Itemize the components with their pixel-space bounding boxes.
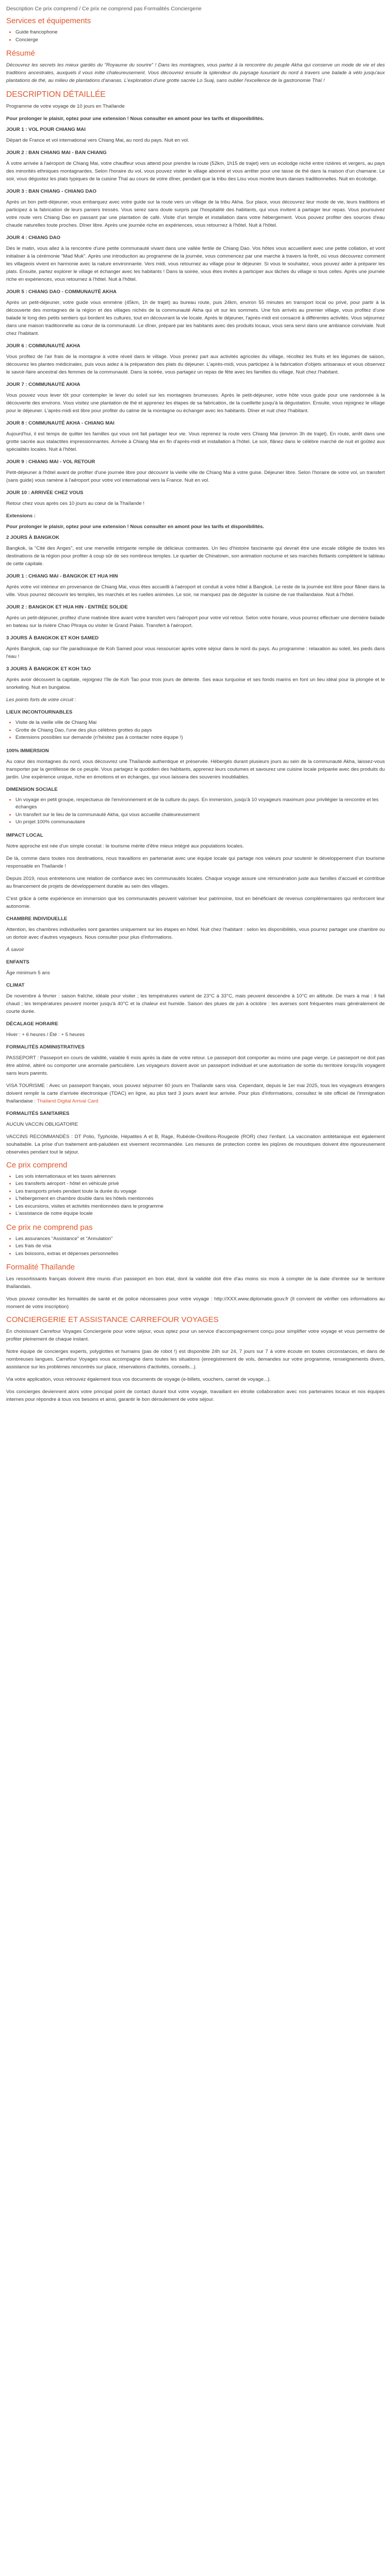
list-item: • Les transports privés pendant toute la durée du voyage bbox=[15, 1188, 385, 1196]
single-room-text: Attention, les chambres individuelles sont garanties uniquement sur les étapes en hôtel. Nuit chez l'habitant : selon les disponibilités, vous pourrez partager une chambre ou un dortoir avec d'autres voyageurs. Nous consulter pour plus d'informations. bbox=[6, 926, 385, 940]
day-title: JOUR 3 : BAN CHIANG - CHIANG DAO bbox=[6, 189, 96, 194]
list-item: • Les excursions, visites et activités mentionnées dans le programme bbox=[15, 1203, 385, 1211]
formalities-title: FORMALITÉS ADMINISTRATIVES bbox=[6, 1044, 85, 1050]
extensions-title: Extensions : bbox=[6, 513, 36, 519]
timezone-title: DÉCALAGE HORAIRE bbox=[6, 1021, 58, 1027]
social-list bbox=[6, 796, 385, 826]
list-item: • Un projet 100% communautaire bbox=[15, 819, 385, 826]
detail-title: DESCRIPTION DÉTAILLÉE bbox=[6, 90, 106, 99]
day-text: Après un petit-déjeuner, votre guide vous emmène (45km, 1h de trajet) au bureau route, puis 24km, environ 55 minutes en transport local ou privé, pour partir à la découverte des montagnes de la région et des villages nichés de la communauté Akha qui vit sur les sommets. Une fois arrivés au premier village, vous profitez d'une balade le long des petits sentiers qui bordent les cultures, tout en découvrant la vie locale. Après le déjeuner, l'après-midi est consacré à différentes activités. Vous séjournez dans une maison traditionnelle au cœur de la communauté. Le dîner, préparé par les habitants avec des produits locaux, vous sera servi dans une ambiance conviviale. Nuit chez l'habitant. bbox=[6, 300, 385, 336]
day-text: Retour chez vous après ces 10 jours au cœur de la Thaïlande ! bbox=[6, 501, 145, 506]
list-item: • Les assurances "Assistance" et "Annulation" bbox=[15, 1235, 385, 1243]
breadcrumb[interactable]: Description Ce prix comprend / Ce prix ne comprend pas Formalités Conciergerie bbox=[6, 6, 202, 12]
vaccine-text: VACCINS RECOMMANDÉS : DT Polio, Typhoïde, Hépatites A et B, Rage, Rubéole-Oreillons-Rougeole (ROR) chez l'enfant. La vaccination antitétanique est également souhaitable. La prise d'un traitement anti-paludéen est vivement recommandée. Les mesures de protection contre les piqûres de moustiques doivent être rigoureusement observées pendant tout le séjour. bbox=[6, 1133, 385, 1155]
extension-step-text: Après un petit-déjeuner, profitez d'une matinée libre avant votre transfert vers l'aéroport pour votre vol retour. Selon votre horaire, vous pourrez effectuer une dernière balade en bateau sur la rivière Chao Phraya ou visiter le Grand Palais. Transfert à l'aéroport. bbox=[6, 615, 385, 629]
day-title: JOUR 2 : BAN CHIANG MAI - BAN CHIANG bbox=[6, 150, 107, 156]
list-item: • Concierge bbox=[15, 37, 385, 44]
formalities-text: PASSEPORT : Passeport en cours de validité, valable 6 mois après la date de votre retour. Le passeport doit comporter au moins une page vierge. Le passeport ne doit pas être abîmé, altéré ou comporter une anomalie particulière. Les voyageurs doivent avoir un passeport individuel et une autorisation de sortie du territoire lorsqu'ils voyagent sans leurs parents. bbox=[6, 1055, 385, 1076]
list-item: • Les transferts aéroport - hôtel en véhicule privé bbox=[15, 1180, 385, 1188]
list-item: • Extensions possibles sur demande (n'hésitez pas à contacter notre équipe !) bbox=[15, 734, 385, 742]
concierge-text: Notre équipe de concierges experts, polyglottes et humains (pas de robot !) est disponible 24h sur 24, 7 jours sur 7 à votre écoute en toutes circonstances, et dans de nombreuses langues. Carrefour Voyages vous accompagne dans toutes les situations (enregistrement de vols, demandes sur votre programme, renseignements divers, assistance sur les problèmes rencontrés sur place, réservations d'activités, conseils...). bbox=[6, 1349, 385, 1370]
extension-text: Bangkok, la "Cité des Anges", est une merveille intrigante remplie de délicieux contrastes. Un lieu d'histoire fascinante qui devrait être une escale obligée de toutes les destinations de la région pour profiter à coup sûr de ses nombreux temples. Le quartier de Chinatown, son animation nocturne et ses marchés flottants complètent le tableau de cette capitale. bbox=[6, 546, 385, 567]
day-title: JOUR 1 : VOL POUR CHIANG MAI bbox=[6, 127, 86, 132]
services-list bbox=[6, 29, 385, 44]
thailand-formalities-text: Les ressortissants français doivent être munis d'un passeport en bon état, dont la validité doit être d'au moins six mois à compter de la date d'entrée sur le territoire thaïlandais. bbox=[6, 1276, 385, 1290]
extensions-lead: Pour prolonger le plaisir, optez pour une extension ! Nous consulter en amont pour les tarifs et disponibilités. bbox=[6, 524, 265, 530]
impact-text: C'est grâce à cette expérience en immersion que les communautés peuvent valoriser leur patrimoine, tout en bénéficiant de revenus complémentaires qui renforcent leur autonomie. bbox=[6, 895, 385, 909]
tdac-link[interactable]: Thailand Digital Arrival Card bbox=[37, 1098, 99, 1104]
extension-step-text: Après Bangkok, cap sur l'île paradisiaque de Koh Samed pour vous ressourcer après votre séjour dans le nord du pays. Au programme : relaxation au soleil, les pieds dans l'eau ! bbox=[6, 646, 385, 659]
sanitary-text: AUCUN VACCIN OBLIGATOIRE bbox=[6, 1121, 78, 1127]
included-list bbox=[6, 1173, 385, 1218]
day-title: JOUR 5 : CHIANG DAO - COMMUNAUTÉ AKHA bbox=[6, 289, 117, 295]
thailand-formalities-text: Vous pouvez consulter les formalités de santé et de police nécessaires pour votre voyage : http://XXX.www.diplomatie.gouv.fr (Il convient de vérifier ces informations au moment de votre inscription) bbox=[6, 1296, 385, 1310]
list-item: • Les boissons, extras et dépenses personnelles bbox=[15, 1250, 385, 1258]
day-title: JOUR 7 : COMMUNAUTÉ AKHA bbox=[6, 382, 80, 387]
list-item: • Un transfert sur le lieu de la communauté Akha, qui vous accueille chaleureusement bbox=[15, 811, 385, 819]
day-text: À votre arrivée à l'aéroport de Chiang Mai, votre chauffeur vous attend pour prendre la route (52km, 1h15 de trajet) vers un ecolodge niché entre rizières et vergers, au pays des minorités ethniques montagnardes. Selon l'horaire du vol, vous pouvez visiter le village abonné et vous arrêter pour une tasse de thé dans la maison d'un chamane. Le soir, vous dégustez les plats typiques de la cuisine Thaï au cours de votre dîner, pendant que la tribu des Lisu vous montre leurs danses traditionnelles. Nuit en écolodge. bbox=[6, 161, 385, 182]
highlights-title: LIEUX INCONTOURNABLES bbox=[6, 709, 73, 715]
list-item: • Grotte de Chiang Dao, l'une des plus célèbres grottes du pays bbox=[15, 727, 385, 735]
extension-step-text: Après avoir découvert la capitale, rejoignez l'île de Koh Tao pour trois jours de détente. Ses eaux turquoise et ses fonds marins en font un lieu idéal pour la plongée et le snorkeling. Nuit en bungalow. bbox=[6, 677, 385, 690]
sanitary-title: FORMALITÉS SANITAIRES bbox=[6, 1110, 70, 1116]
list-item: • Les vols internationaux et les taxes aériennes bbox=[15, 1173, 385, 1181]
extension-note: Les points forts de votre circuit : bbox=[6, 697, 76, 703]
concierge-title: CONCIERGERIE ET ASSISTANCE CARREFOUR VOYAGES bbox=[6, 1315, 219, 1324]
list-item: • Un voyage en petit groupe, respectueux de l'environnement et de la culture du pays. En immersion, jusqu'à 10 voyageurs maximum pour privilégier la rencontre et les échanges bbox=[15, 796, 385, 811]
day-text: Aujourd'hui, il est temps de quitter les familles qui vous ont fait partager leur vie. Vous reprenez la route vers Chiang Mai (environ 3h de trajet). En route, arrêt dans une grotte sacrée aux stalactites impressionnantes. Arrivée à Chiang Mai en fin d'après-midi et installation à l'hôtel. Le soir, flânez dans le célèbre marché de nuit et goûtez aux spécialités locales. Nuit à l'hôtel. bbox=[6, 431, 385, 452]
extension-step-title: 3 JOURS À BANGKOK ET KOH TAO bbox=[6, 666, 91, 672]
resume-title: Résumé bbox=[6, 49, 35, 58]
extension-step-title: JOUR 2 : BANGKOK ET HUA HIN - ENTRÉE SOLIDE bbox=[6, 604, 128, 610]
day-text: Petit-déjeuner à l'hôtel avant de profiter d'une journée libre pour découvrir la vieille ville de Chiang Mai à votre guise. Déjeuner libre. Selon l'horaire de votre vol, un transfert (sans guide) vous ramène à l'aéroport pour votre vol international vers la France. Nuit en vol. bbox=[6, 470, 385, 483]
formalities-visa-text bbox=[6, 1082, 385, 1105]
impact-text: Notre approche est née d'un simple constat : le tourisme mérite d'être mieux intégré aux populations locales. bbox=[6, 843, 244, 849]
day-title: JOUR 10 : ARRIVÉE CHEZ VOUS bbox=[6, 490, 84, 496]
extension-step-title: 3 JOURS À BANGKOK ET KOH SAMED bbox=[6, 635, 99, 641]
impact-title: IMPACT LOCAL bbox=[6, 832, 43, 838]
extension-step-title: JOUR 1 : CHIANG MAI - BANGKOK ET HUA HIN bbox=[6, 573, 118, 579]
day-text: Après un bon petit-déjeuner, vous embarquez avec votre guide sur la route vers un village de la tribu Akha. Sur place, vous découvrez leur mode de vie, leurs traditions et participez à la fabrication de leurs paniers tressés. Vous serez sans doute surpris par l'hospitalité des habitants, qui vous invitent à partager leur repas. Vous poursuivez votre route vers Chiang Dao en passant par une plantation de café. Visite d'un temple et installation dans votre hébergement. Vous pouvez profiter des sources d'eau chaude naturelles toute proches. Dîner libre. Après une journée riche en expériences, vous retournez à l'hôtel. Nuit à l'hôtel. bbox=[6, 199, 385, 228]
climate-text: De novembre à février : saison fraîche, idéale pour visiter ; les températures varient de 23°C à 33°C, mais peuvent descendre à 10°C en altitude. De mars à mai : il fait chaud ; les températures peuvent monter jusqu'à 40°C et la chaleur est humide. Saison des pluies de juin à octobre : les averses sont fréquentes mais généralement de courte durée. bbox=[6, 993, 385, 1014]
concierge-text: Vos concierges deviennent alors votre principal point de contact durant tout votre voyage, travaillant en étroite collaboration avec nos partenaires locaux et nos équipes internes pour répondre à tous vos besoins et ainsi, garantir le bon déroulement de votre séjour. bbox=[6, 1389, 385, 1402]
excluded-list bbox=[6, 1235, 385, 1258]
children-title: ENFANTS bbox=[6, 959, 29, 965]
immersion-text: Au cœur des montagnes du nord, vous découvrez une Thaïlande authentique et préservée. Hébergés durant plusieurs jours au sein de la communauté Akha, laissez-vous transporter par la gentillesse de ce peuple. Vous partagez le quotidien des habitants, apprenez leurs coutumes et savourez une cuisine locale préparée avec des produits du jardin. Une expérience unique, riche en émotions et en échanges, qui vous laissera des souvenirs inoubliables. bbox=[6, 758, 385, 780]
timezone-text: Hiver : + 6 heures / Été : + 5 heures bbox=[6, 1031, 85, 1038]
day-title: JOUR 8 : COMMUNAUTÉ AKHA - CHIANG MAI bbox=[6, 420, 115, 426]
children-text: Âge minimum 5 ans bbox=[6, 970, 50, 976]
highlights-list bbox=[6, 719, 385, 742]
day-text: Vous pouvez vous lever tôt pour contempler le lever du soleil sur les montagnes brumeuses. Après le petit-déjeuner, votre hôte vous guide pour une randonnée à la découverte des environs. Vous visitez une plantation de thé et apprenez les étapes de sa fabrication, de la cueillette jusqu'à la dégustation. Ensuite, vous rejoignez le village pour le déjeuner. L'après-midi est libre pour profiter du calme de la montagne ou échanger avec les habitants. Dîner et nuit chez l'habitant. bbox=[6, 393, 385, 414]
climate-title: CLIMAT bbox=[6, 982, 25, 988]
thailand-formalities-title: Formalité Thaïlande bbox=[6, 1263, 75, 1272]
immersion-title: 100% IMMERSION bbox=[6, 748, 49, 754]
single-room-title: CHAMBRE INDIVIDUELLE bbox=[6, 916, 68, 922]
concierge-text: En choisissant Carrefour Voyages Conciergerie pour votre séjour, vous optez pour un service d'accompagnement conçu pour simplifier votre voyage et vous permettre de profiter pleinement de chaque instant. bbox=[6, 1329, 385, 1342]
detail-lead: Pour prolonger le plaisir, optez pour une extension ! Nous consulter en amont pour les tarifs et disponibilités. bbox=[6, 116, 265, 122]
list-item: • Guide francophone bbox=[15, 29, 385, 37]
extension-title: 2 JOURS À BANGKOK bbox=[6, 535, 59, 540]
impact-text: De là, comme dans toutes nos destinations, nous travaillons en partenariat avec une équipe locale qui partage nos valeurs pour soutenir le développement d'un tourisme responsable en Thaïlande ! bbox=[6, 855, 385, 869]
note-label: À savoir bbox=[6, 946, 24, 953]
included-title: Ce prix comprend bbox=[6, 1160, 68, 1170]
list-item: • L'hébergement en chambre double dans les hôtels mentionnés bbox=[15, 1195, 385, 1203]
list-item: • L'assistance de notre équipe locale bbox=[15, 1210, 385, 1218]
concierge-text: Via votre application, vous retrouvez également tous vos documents de voyage (e-billets, vouchers, carnet de voyage...). bbox=[6, 1377, 271, 1382]
day-text: Vous profitez de l'air frais de la montagne à votre réveil dans le village. Vous prenez part aux activités agricoles du village, récoltez les fruits et les légumes de saison, découvrez les plantes médicinales, puis vous aidez à la préparation des plats du déjeuner. L'après-midi, vous participez à la fabrication d'objets artisanaux et vous observez le savoir-faire ancestral des femmes de la communauté. Dans la soirée, vous partagez un repas de fête avec les familles du village. Nuit chez l'habitant. bbox=[6, 354, 385, 375]
detail-intro: Programme de votre voyage de 10 jours en Thaïlande bbox=[6, 104, 125, 109]
list-item: • Les frais de visa bbox=[15, 1243, 385, 1250]
day-text: Départ de France et vol international vers Chiang Mai, au nord du pays. Nuit en vol. bbox=[6, 138, 189, 143]
impact-text: Depuis 2019, nous entretenons une relation de confiance avec les communautés locales. Chaque voyage assure une rémunération juste aux familles d'accueil et contribue au financement de projets de développement durable au sein des villages. bbox=[6, 875, 385, 889]
social-title: DIMENSION SOCIALE bbox=[6, 786, 58, 792]
excluded-title: Ce prix ne comprend pas bbox=[6, 1223, 93, 1232]
day-title: JOUR 6 : COMMUNAUTÉ AKHA bbox=[6, 343, 80, 349]
visa-text: VISA TOURISME : Avec un passeport français, vous pouvez séjourner 60 jours en Thaïlande sans visa. Cependant, depuis le 1er mai 2025, tous les voyageurs étrangers doivent remplir la carte d'arrivée électronique (TDAC) en ligne, au plus tard 3 jours avant leur arrivée. Pour plus d'informations, consultez le site officiel de l'immigration thaïlandaise : bbox=[6, 1082, 385, 1104]
extension-step-text: Après votre vol intérieur en provenance de Chiang Mai, vous êtes accueilli à l'aéroport et conduit à votre hôtel à Bangkok. Le reste de la journée est libre pour flâner dans la ville. Vous pourrez découvrir les temples, les marchés et les ruelles animées. Le soir, ne manquez pas de déguster la cuisine de rue thaïlandaise. Nuit à l'hôtel. bbox=[6, 584, 385, 598]
day-text: Dès le matin, vous allez à la rencontre d'une petite communauté vivant dans une vallée fertile de Chiang Dao. Vos hôtes vous accueillent avec une petite collation, et vont initialiser à la cérémonie "Mad Muk". Après une introduction au programme de la journée, vous commencez par une marche à travers la forêt, où vous découvrez comment les villageois vivent en harmonie avec la nature environnante. Vers midi, vous retournez au village pour le déjeuner. Si vous le souhaitez, vous pouvez aider à préparer les plats. Ensuite, partez explorer le village et échanger avec les habitants ! Dans la soirée, vous êtes invités à participer aux tâches du village si tous celles. Après une journée riche en expériences, vous retournez à l'hôtel. Nuit à l'hôtel. bbox=[6, 246, 385, 282]
list-item: • Visite de la vieille ville de Chiang Mai bbox=[15, 719, 385, 727]
day-title: JOUR 9 : CHIANG MAI - VOL RETOUR bbox=[6, 459, 95, 465]
day-title: JOUR 4 : CHIANG DAO bbox=[6, 235, 61, 241]
services-title: Services et équipements bbox=[6, 16, 91, 25]
resume-text: Découvrez les secrets les mieux gardés du "Royaume du sourire" ! Dans les montagnes, vous partez à la rencontre du peuple Akha qui conserve un mode de vie et des traditions ancestrales, auxquels il vous initie chaleureusement. Vous découvrez ensuite la splendeur du paysage luxuriant du nord à travers une balade à vélo jusqu'aux plantations de thé, au milieu de plantations d'ananas. L'exploration d'une grotte sacrée Lo Suaj, sans oublier l'excellence de la gastronomie Thaï ! bbox=[6, 62, 385, 83]
